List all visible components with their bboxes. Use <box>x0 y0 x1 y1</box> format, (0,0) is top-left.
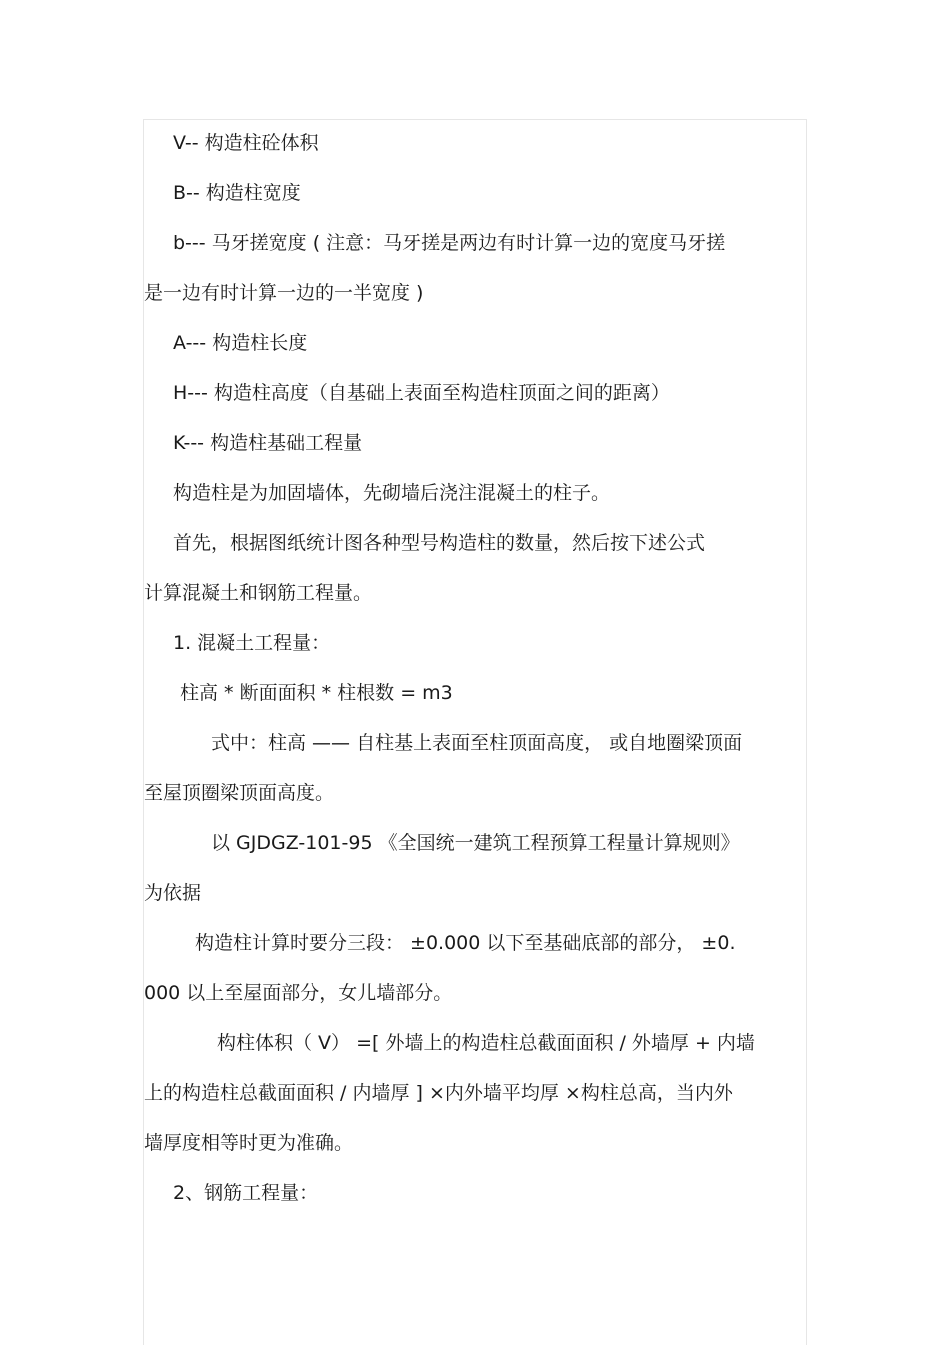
def-k: K--- 构造柱基础工程量 <box>173 432 363 454</box>
para-first-step: 首先，根据图纸统计图各种型号构造柱的数量，然后按下述公式 <box>173 532 706 554</box>
para-formula-note: 式中：柱高 —— 自柱基上表面至柱顶面高度， 或自地圈梁顶面 <box>211 732 743 754</box>
def-b-lower: b--- 马牙搓宽度 ( 注意：马牙搓是两边有时计算一边的宽度马牙搓 <box>173 232 726 254</box>
para-three-sections: 构造柱计算时要分三段： ±0.000 以下至基础底部的部分， ±0. <box>195 932 736 954</box>
def-b-lower-cont: 是一边有时计算一边的一半宽度 ) <box>144 282 424 304</box>
def-a: A--- 构造柱长度 <box>173 332 308 354</box>
para-formula-note-cont: 至屋顶圈梁顶面高度。 <box>144 782 335 804</box>
para-basis: 以 GJDGZ-101-95 《全国统一建筑工程预算工程量计算规则》 <box>211 832 740 854</box>
para-column-purpose: 构造柱是为加固墙体，先砌墙后浇注混凝土的柱子。 <box>173 482 611 504</box>
heading-rebar: 2、钢筋工程量： <box>173 1182 319 1204</box>
heading-concrete: 1. 混凝土工程量： <box>173 632 331 654</box>
para-volume-formula-cont: 上的构造柱总截面面积 / 内墙厚 ] ×内外墙平均厚 ×构柱总高，当内外 <box>144 1082 733 1104</box>
formula-concrete: 柱高 * 断面面积 * 柱根数 = m3 <box>180 682 453 704</box>
para-volume-formula-end: 墙厚度相等时更为准确。 <box>144 1132 354 1154</box>
def-b-upper: B-- 构造柱宽度 <box>173 182 301 204</box>
para-volume-formula: 构柱体积（ V） =[ 外墙上的构造柱总截面面积 / 外墙厚 + 内墙 <box>217 1032 755 1054</box>
document-page <box>143 119 807 1345</box>
para-three-sections-cont: 000 以上至屋面部分，女儿墙部分。 <box>144 982 453 1004</box>
para-basis-cont: 为依据 <box>144 882 202 904</box>
def-h: H--- 构造柱高度（自基础上表面至构造柱顶面之间的距离） <box>173 382 670 404</box>
def-v: V-- 构造柱砼体积 <box>173 132 319 154</box>
para-first-step-cont: 计算混凝土和钢筋工程量。 <box>144 582 373 604</box>
